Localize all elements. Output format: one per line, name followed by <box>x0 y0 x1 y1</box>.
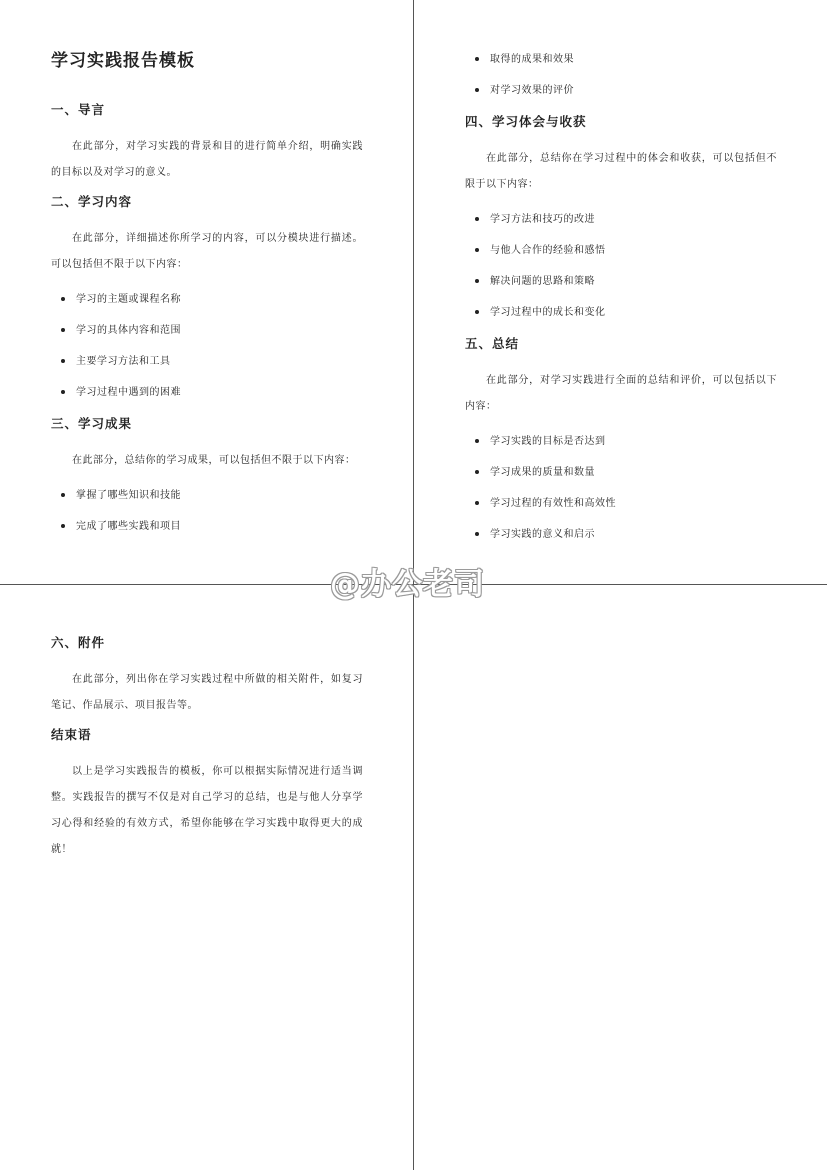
list-item-text: 与他人合作的经验和感悟 <box>490 245 606 256</box>
heading-experience: 四、学习体会与收获 <box>465 114 587 129</box>
bullet-icon <box>475 532 479 536</box>
heading-results: 三、学习成果 <box>51 416 133 431</box>
bullet-icon <box>475 88 479 92</box>
list-results-part1 <box>51 480 363 542</box>
list-content <box>51 284 363 408</box>
list-item-text: 主要学习方法和工具 <box>76 356 171 367</box>
bullet-icon <box>475 217 479 221</box>
list-item <box>465 44 777 75</box>
list-item <box>465 488 777 519</box>
paragraph-attachments: 在此部分，列出你在学习实践过程中所做的相关附件，如复习笔记、作品展示、项目报告等。 <box>51 674 363 711</box>
bullet-icon <box>61 328 65 332</box>
list-experience <box>465 204 777 328</box>
list-item-text: 学习过程中遇到的困难 <box>76 387 181 398</box>
list-item <box>51 511 363 542</box>
list-item-text: 学习的具体内容和范围 <box>76 325 181 336</box>
bullet-icon <box>61 359 65 363</box>
list-item <box>465 519 777 550</box>
paragraph-summary: 在此部分，对学习实践进行全面的总结和评价，可以包括以下内容： <box>465 375 777 412</box>
list-item <box>465 235 777 266</box>
bullet-icon <box>475 310 479 314</box>
page-4 <box>414 585 827 1170</box>
paragraph-experience: 在此部分，总结你在学习过程中的体会和收获，可以包括但不限于以下内容： <box>465 153 777 190</box>
document-title: 学习实践报告模板 <box>51 51 195 71</box>
bullet-icon <box>61 297 65 301</box>
paragraph-intro: 在此部分，对学习实践的背景和目的进行简单介绍，明确实践的目标以及对学习的意义。 <box>51 141 363 178</box>
list-item <box>465 75 777 106</box>
list-item-text: 学习过程中的成长和变化 <box>490 307 606 318</box>
paragraph-closing: 以上是学习实践报告的模板，你可以根据实际情况进行适当调整。实践报告的撰写不仅是对自己学习的总结，也是与他人分享学习心得和经验的有效方式，希望你能够在学习实践中取得更大的成就！ <box>51 766 363 855</box>
list-item <box>51 315 363 346</box>
list-item <box>51 284 363 315</box>
list-item <box>51 480 363 511</box>
list-item <box>51 377 363 408</box>
list-item-text: 学习成果的质量和数量 <box>490 467 595 478</box>
bullet-icon <box>475 57 479 61</box>
bullet-icon <box>61 390 65 394</box>
paragraph-content: 在此部分，详细描述你所学习的内容，可以分模块进行描述。可以包括但不限于以下内容： <box>51 233 363 270</box>
bullet-icon <box>475 501 479 505</box>
heading-content: 二、学习内容 <box>51 194 133 209</box>
page-3 <box>0 585 413 1170</box>
bullet-icon <box>475 248 479 252</box>
list-item-text: 取得的成果和效果 <box>490 54 574 65</box>
list-item <box>465 297 777 328</box>
bullet-icon <box>61 493 65 497</box>
bullet-icon <box>475 439 479 443</box>
list-item-text: 学习过程的有效性和高效性 <box>490 498 616 509</box>
list-item-text: 完成了哪些实践和项目 <box>76 521 181 532</box>
heading-closing: 结束语 <box>51 727 92 742</box>
watermark: @办公老司 <box>330 567 485 602</box>
page-1 <box>0 0 413 584</box>
list-item <box>465 204 777 235</box>
list-item-text: 学习实践的意义和启示 <box>490 529 595 540</box>
list-summary <box>465 426 777 550</box>
list-item <box>465 266 777 297</box>
list-item-text: 掌握了哪些知识和技能 <box>76 490 181 501</box>
list-item <box>465 426 777 457</box>
list-item <box>51 346 363 377</box>
bullet-icon <box>475 470 479 474</box>
page-2 <box>414 0 827 584</box>
list-item <box>465 457 777 488</box>
bullet-icon <box>61 524 65 528</box>
list-item-text: 对学习效果的评价 <box>490 85 574 96</box>
heading-summary: 五、总结 <box>465 336 520 351</box>
list-item-text: 学习实践的目标是否达到 <box>490 436 606 447</box>
list-item-text: 解决问题的思路和策略 <box>490 276 595 287</box>
paragraph-results: 在此部分，总结你的学习成果，可以包括但不限于以下内容： <box>72 455 356 466</box>
heading-intro: 一、导言 <box>51 102 106 117</box>
list-item-text: 学习方法和技巧的改进 <box>490 214 595 225</box>
heading-attachments: 六、附件 <box>51 635 106 650</box>
list-item-text: 学习的主题或课程名称 <box>76 294 181 305</box>
bullet-icon <box>475 279 479 283</box>
list-results-part2 <box>465 44 777 106</box>
